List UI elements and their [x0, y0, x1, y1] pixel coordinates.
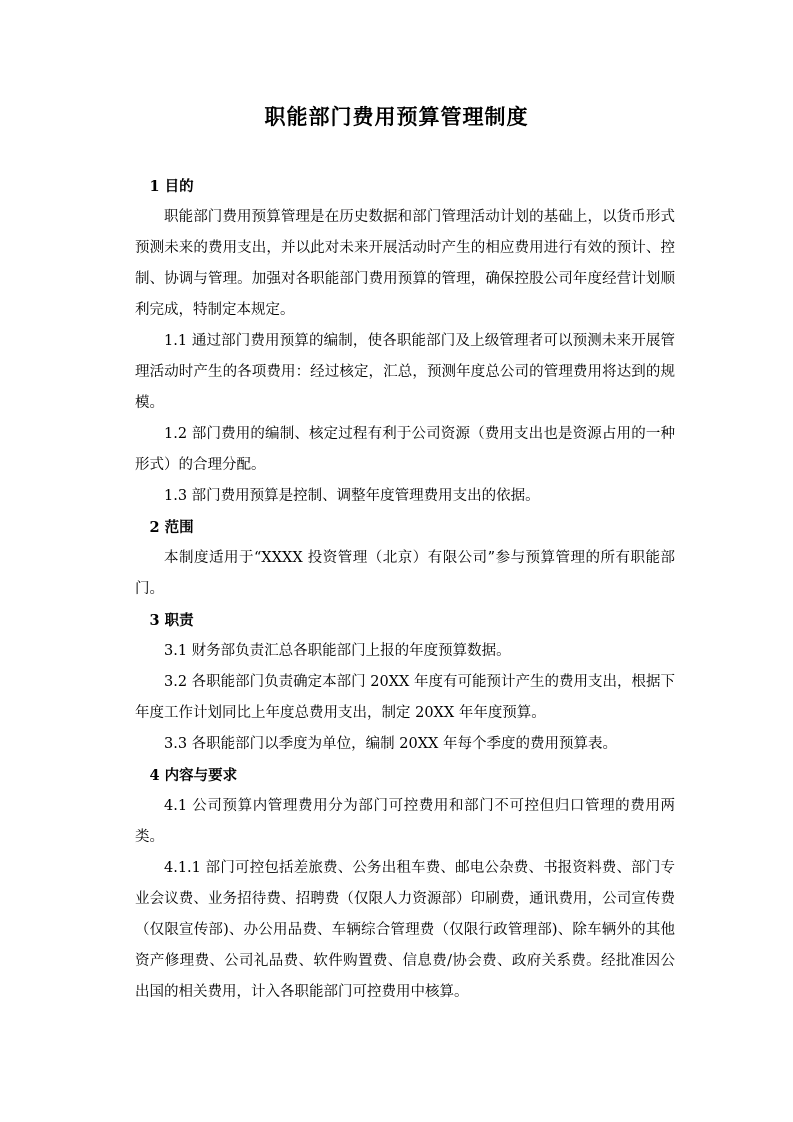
paragraph-3-3: 3.3 各职能部门以季度为单位，编制 20XX 年每个季度的费用预算表。: [164, 736, 617, 752]
paragraph-1-3: 1.3 部门费用预算是控制、调整年度管理费用支出的依据。: [164, 488, 540, 504]
document-body: [135, 171, 675, 1008]
section-heading-content: 4 内容与要求: [149, 767, 238, 784]
paragraph-4-1: 4.1 公司预算内管理费用分为部门可控费用和部门不可控但归口管理的费用两类。: [135, 798, 675, 845]
page-title: 职能部门费用预算管理制度: [264, 104, 529, 129]
paragraph-1-1: 1.1 通过部门费用预算的编制，使各职能部门及上级管理者可以预测未来开展管理活动时产生的各项费用：经过核定，汇总，预测年度总公司的管理费用将达到的规模。: [135, 333, 675, 411]
paragraph-3-2: 3.2 各职能部门负责确定本部门 20XX 年度有可能预计产生的费用支出，根据下年度工作计划同比上年度总费用支出，制定 20XX 年年度预算。: [135, 674, 675, 721]
paragraph-1-2: 1.2 部门费用的编制、核定过程有利于公司资源（费用支出也是资源占用的一种形式）的合理分配。: [135, 426, 675, 473]
paragraph-4-1-1: 4.1.1 部门可控包括差旅费、公务出租车费、邮电公杂费、书报资料费、部门专业会议费、业务招待费、招聘费（仅限人力资源部）印刷费，通讯费用，公司宣传费（仅限宣传部)、办公用品费、车辆综合管理费（仅限行政管理部)、除车辆外的其他资产修理费、公司礼品费、软件购置费、信息费/协会费、政府关系费。经批准因公出国的相关费用，计入各职能部门可控费用中核算。: [135, 860, 675, 1000]
paragraph-purpose-intro: 职能部门费用预算管理是在历史数据和部门管理活动计划的基础上，以货币形式预测未来的费用支出，并以此对未来开展活动时产生的相应费用进行有效的预计、控制、协调与管理。加强对各职能部门费用预算的管理，确保控股公司年度经营计划顺利完成，特制定本规定。: [135, 209, 675, 318]
section-heading-purpose: 1 目的: [149, 178, 194, 195]
paragraph-scope: 本制度适用于“XXXX 投资管理（北京）有限公司”参与预算管理的所有职能部门。: [135, 550, 675, 597]
paragraph-3-1: 3.1 财务部负责汇总各职能部门上报的年度预算数据。: [164, 643, 511, 659]
section-heading-responsibilities: 3 职责: [149, 612, 194, 629]
section-heading-scope: 2 范围: [149, 519, 194, 536]
